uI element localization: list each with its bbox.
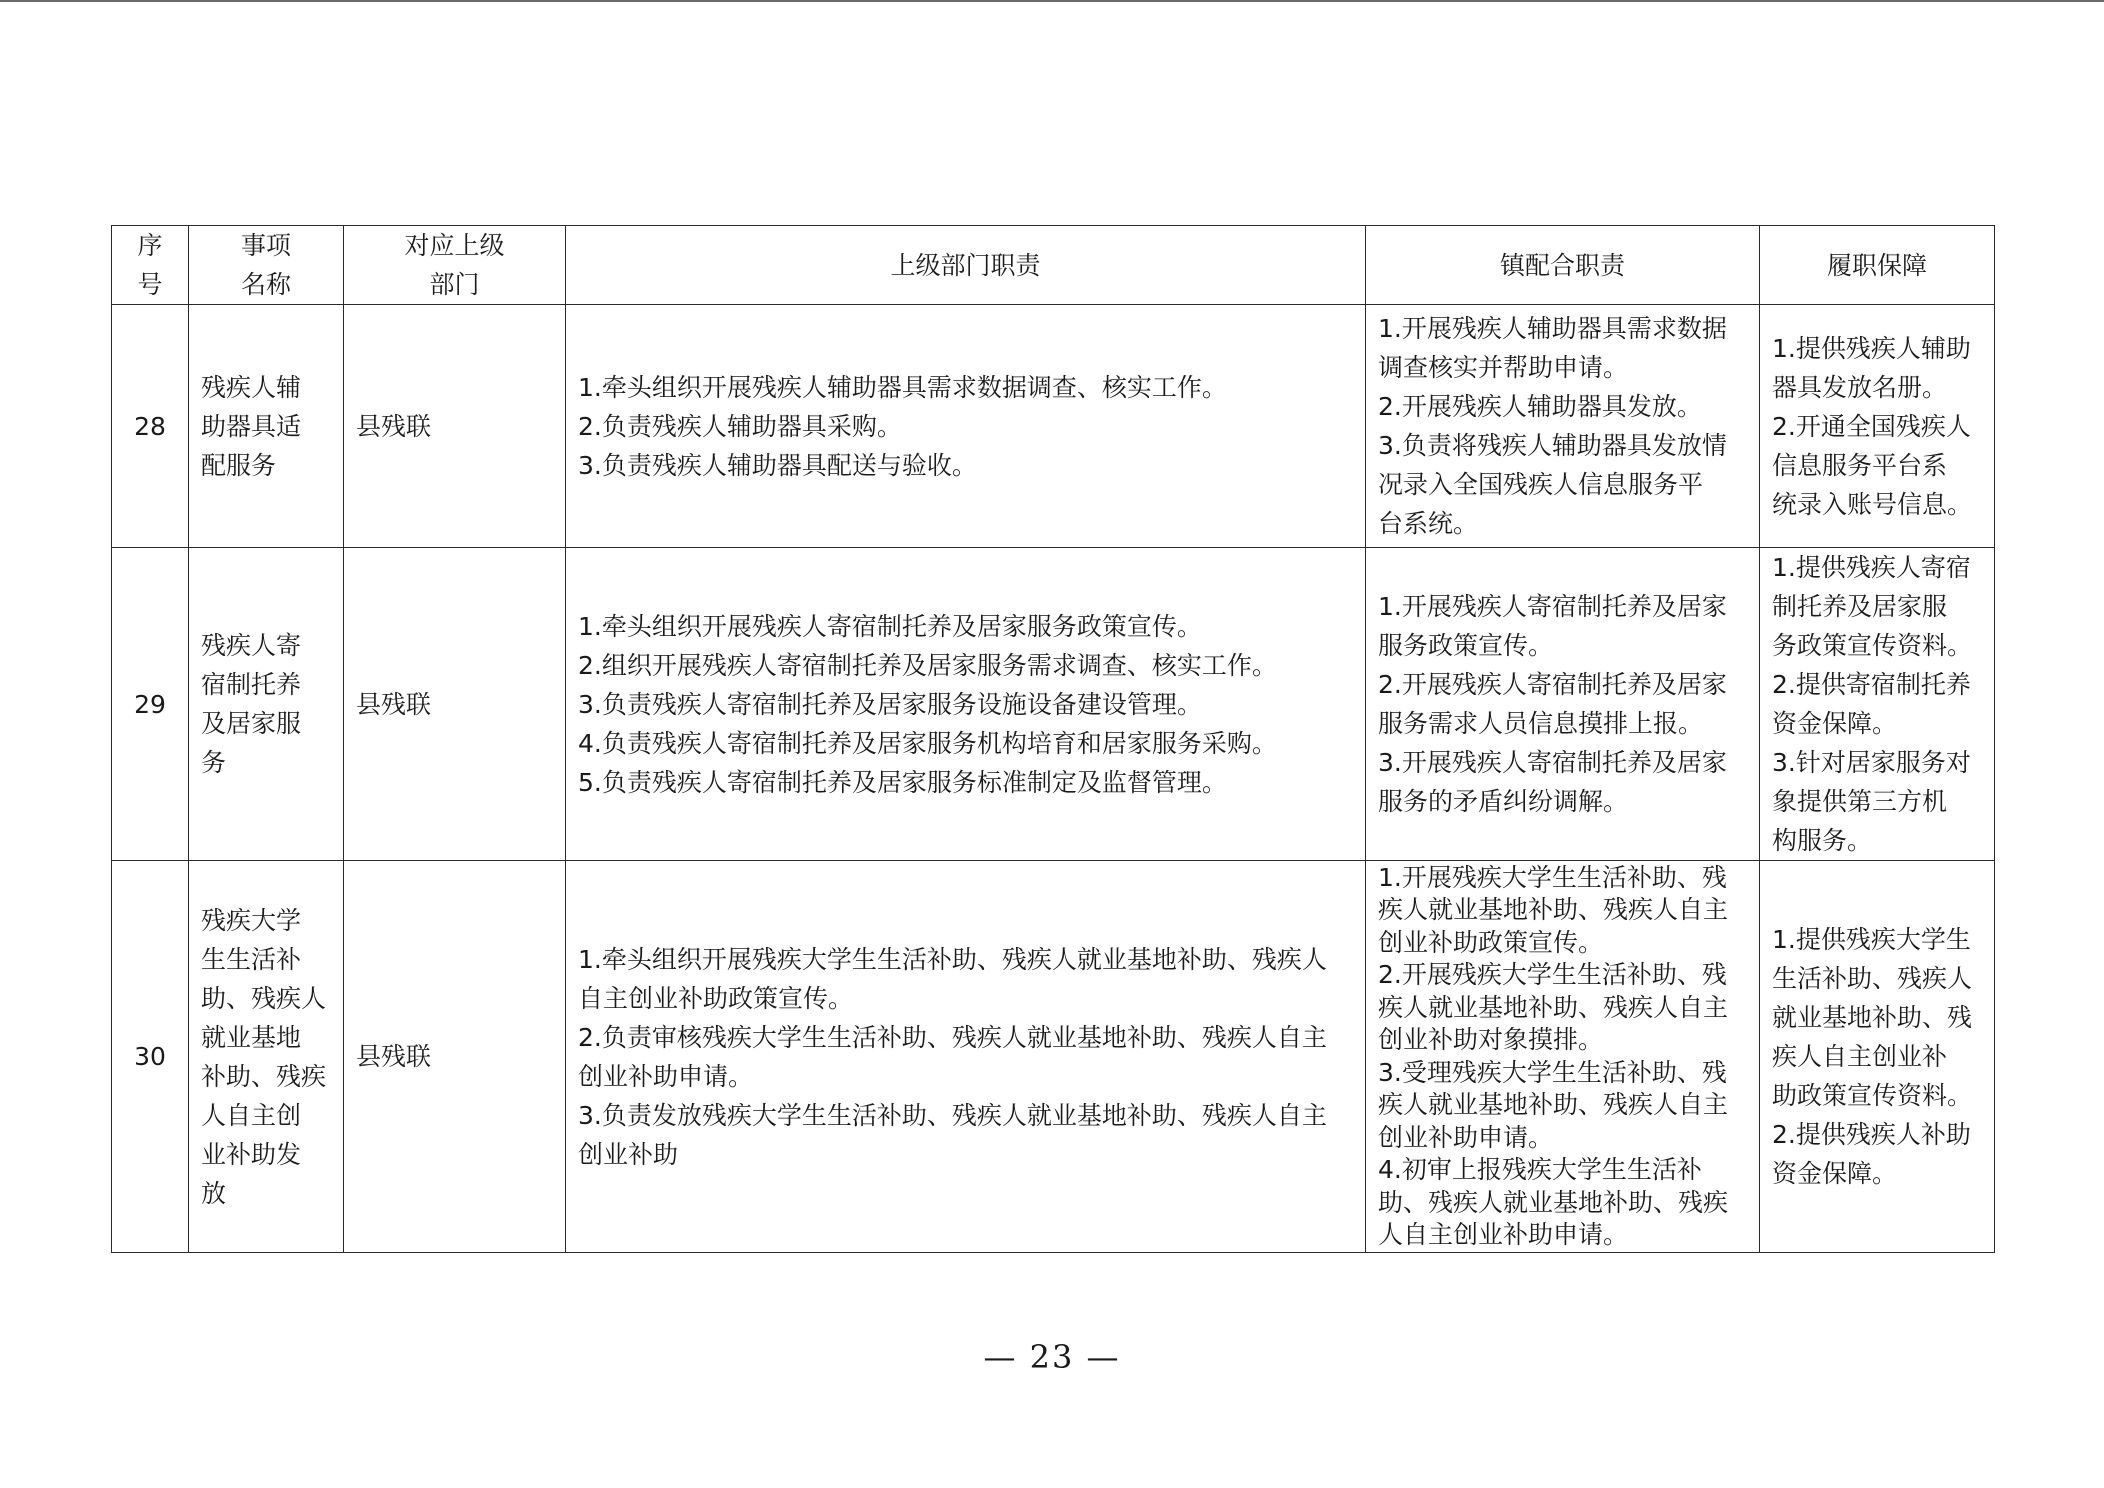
row-guarantee: 1.提供残疾人寄宿 制托养及居家服 务政策宣传资料。 2.提供寄宿制托养 资金保障。 3.针对居家服务对 象提供第三方机 构服务。: [1760, 548, 1995, 861]
table-row: [112, 861, 1995, 1253]
row-serial-no: 30: [112, 861, 189, 1253]
row-item-name: 残疾人寄 宿制托养 及居家服 务: [189, 548, 344, 861]
row-town-duties: 1.开展残疾人辅助器具需求数据 调查核实并帮助申请。 2.开展残疾人辅助器具发放。 3.负责将残疾人辅助器具发放情 况录入全国残疾人信息服务平 台系统。: [1366, 305, 1760, 548]
header-town-duties: 镇配合职责: [1366, 226, 1760, 305]
row-upper-dept: 县残联: [344, 548, 566, 861]
table-row: [112, 548, 1995, 861]
header-guarantee: 履职保障: [1760, 226, 1995, 305]
row-town-duties: 1.开展残疾大学生生活补助、残 疾人就业基地补助、残疾人自主 创业补助政策宣传。 2.开展残疾大学生生活补助、残 疾人就业基地补助、残疾人自主 创业补助对象摸排。 3.受理残疾大学生生活补助、残 疾人就业基地补助、残疾人自主 创业补助申请。 4.初审上报残疾大学生生活补 助、残疾人就业基地补助、残疾 人自主创业补助申请。: [1366, 861, 1760, 1253]
row-serial-no: 28: [112, 305, 189, 548]
page-number: — 23 —: [983, 1338, 1121, 1376]
header-upper-dept: 对应上级 部门: [344, 226, 566, 305]
row-item-name: 残疾大学 生生活补 助、残疾人 就业基地 补助、残疾 人自主创 业补助发 放: [189, 861, 344, 1253]
duty-table: [111, 225, 1995, 1253]
row-town-duties: 1.开展残疾人寄宿制托养及居家 服务政策宣传。 2.开展残疾人寄宿制托养及居家 服务需求人员信息摸排上报。 3.开展残疾人寄宿制托养及居家 服务的矛盾纠纷调解。: [1366, 548, 1760, 861]
header-item-name: 事项 名称: [189, 226, 344, 305]
row-item-name: 残疾人辅 助器具适 配服务: [189, 305, 344, 548]
row-upper-dept: 县残联: [344, 305, 566, 548]
row-upper-duties: 1.牵头组织开展残疾大学生生活补助、残疾人就业基地补助、残疾人 自主创业补助政策宣传。 2.负责审核残疾大学生生活补助、残疾人就业基地补助、残疾人自主 创业补助申请。 3.负责发放残疾大学生生活补助、残疾人就业基地补助、残疾人自主 创业补助: [566, 861, 1366, 1253]
header-upper-duties: 上级部门职责: [566, 226, 1366, 305]
header-serial-no: 序 号: [112, 226, 189, 305]
row-guarantee: 1.提供残疾人辅助 器具发放名册。 2.开通全国残疾人 信息服务平台系 统录入账号信息。: [1760, 305, 1995, 548]
table-header-row: [112, 226, 1995, 305]
row-serial-no: 29: [112, 548, 189, 861]
row-upper-dept: 县残联: [344, 861, 566, 1253]
table-row: [112, 305, 1995, 548]
page-top-border: [0, 0, 2104, 2]
row-guarantee: 1.提供残疾大学生 生活补助、残疾人 就业基地补助、残 疾人自主创业补 助政策宣传资料。 2.提供残疾人补助 资金保障。: [1760, 861, 1995, 1253]
row-upper-duties: 1.牵头组织开展残疾人辅助器具需求数据调查、核实工作。 2.负责残疾人辅助器具采购。 3.负责残疾人辅助器具配送与验收。: [566, 305, 1366, 548]
row-upper-duties: 1.牵头组织开展残疾人寄宿制托养及居家服务政策宣传。 2.组织开展残疾人寄宿制托养及居家服务需求调查、核实工作。 3.负责残疾人寄宿制托养及居家服务设施设备建设管理。 4.负责残疾人寄宿制托养及居家服务机构培育和居家服务采购。 5.负责残疾人寄宿制托养及居家服务标准制定及监督管理。: [566, 548, 1366, 861]
